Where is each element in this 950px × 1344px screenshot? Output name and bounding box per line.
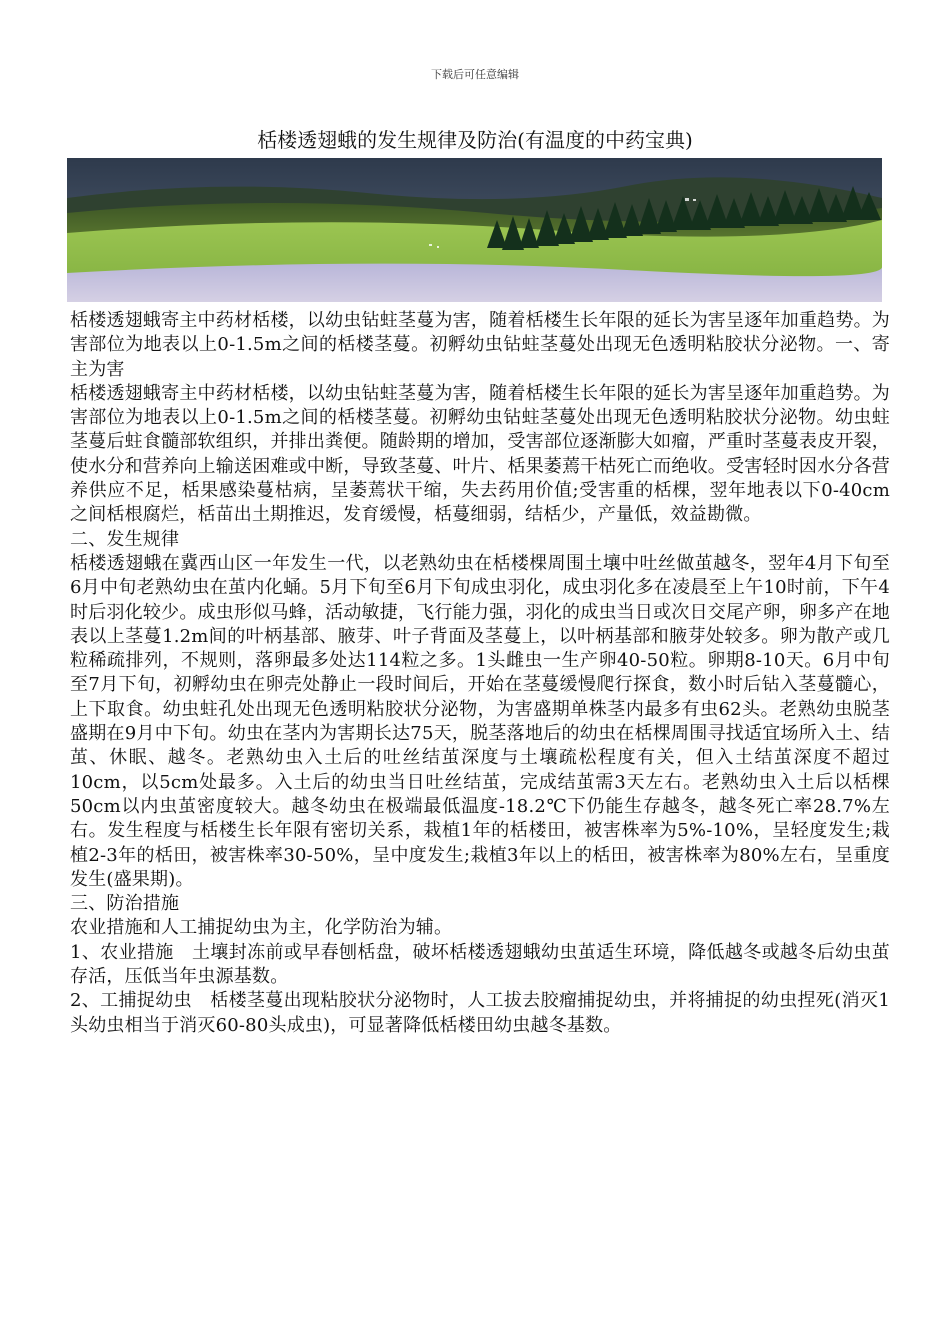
paragraph: 栝楼透翅蛾寄主中药材栝楼，以幼虫钻蛀茎蔓为害，随着栝楼生长年限的延长为害呈逐年加重趋势。为害部位为地表以上0-1.5m之间的栝楼茎蔓。初孵幼虫钻蛀茎蔓处出现无色透明粘胶状分泌物。一、寄主为害 [70, 310, 890, 380]
paragraph: 农业措施和人工捕捉幼虫为主，化学防治为辅。 [70, 917, 453, 939]
banner-image [67, 158, 882, 302]
section-heading: 二、发生规律 [70, 528, 180, 550]
paragraph: 栝楼透翅蛾寄主中药材栝楼，以幼虫钻蛀茎蔓为害，随着栝楼生长年限的延长为害呈逐年加重趋势。为害部位为地表以上0-1.5m之间的栝楼茎蔓。初孵幼虫钻蛀茎蔓处出现无色透明粘胶状分泌物。幼虫蛀茎蔓后蛀食髓部软组织，并排出粪便。随龄期的增加，受害部位逐渐膨大如瘤，严重时茎蔓表皮开裂，使水分和营养向上输送困难或中断，导致茎蔓、叶片、栝果萎蔫干枯死亡而绝收。受害轻时因水分各营养供应不足，栝果感染蔓枯病，呈萎蔫状干缩，失去药用价值;受害重的栝棵，翌年地表以下0-40cm之间栝根腐烂，栝苗出土期推迟，发育缓慢，栝蔓细弱，结栝少，产量低，效益勘微。 [70, 382, 890, 526]
paragraph: 1、农业措施 土壤封冻前或早春刨栝盘，破坏栝楼透翅蛾幼虫茧适生环境，降低越冬或越冬后幼虫茧存活，压低当年虫源基数。 [70, 941, 890, 988]
document-body [70, 309, 890, 1038]
section-heading: 三、防治措施 [70, 893, 180, 915]
paragraph: 2、工捕捉幼虫 栝楼茎蔓出现粘胶状分泌物时，人工拔去胶瘤捕捉幼虫，并将捕捉的幼虫捏死(消灭1头幼虫相当于消灭60-80头成虫)，可显著降低栝楼田幼虫越冬基数。 [70, 990, 890, 1036]
document-title: 栝楼透翅蛾的发生规律及防治(有温度的中药宝典) [257, 128, 693, 152]
landscape-photo-icon [67, 158, 882, 302]
paragraph: 栝楼透翅蛾在冀西山区一年发生一代，以老熟幼虫在栝楼棵周围土壤中吐丝做茧越冬，翌年4月下旬至6月中旬老熟幼虫在茧内化蛹。5月下旬至6月下旬成虫羽化，成虫羽化多在凌晨至上午10时前，下午4时后羽化较少。成虫形似马蜂，活动敏捷，飞行能力强，羽化的成虫当日或次日交尾产卵，卵多产在地表以上茎蔓1.2m间的叶柄基部、腋芽、叶子背面及茎蔓上，以叶柄基部和腋芽处较多。卵为散产或几粒稀疏排列，不规则，落卵最多处达114粒之多。1头雌虫一生产卵40-50粒。卵期8-10天。6月中旬至7月下旬，初孵幼虫在卵壳处静止一段时间后，开始在茎蔓缓慢爬行探食，数小时后钻入茎蔓髓心，上下取食。幼虫蛀孔处出现无色透明粘胶状分泌物，为害盛期单株茎内最多有虫62头。老熟幼虫脱茎盛期在9月中下旬。幼虫在茎内为害期长达75天，脱茎落地后的幼虫在栝棵周围寻找适宜场所入土、结茧、休眠、越冬。老熟幼虫入土后的吐丝结茧深度与土壤疏松程度有关，但入土结茧深度不超过10cm，以5cm处最多。入土后的幼虫当日吐丝结茧，完成结茧需3天左右。老熟幼虫入土后以栝棵50cm以内虫茧密度较大。越冬幼虫在极端最低温度-18.2℃下仍能生存越冬，越冬死亡率28.7%左右。发生程度与栝楼生长年限有密切关系，栽植1年的栝楼田，被害株率为5%-10%，呈轻度发生;栽植2-3年的栝田，被害株率30-50%，呈中度发生;栽植3年以上的栝田，被害株率为80%左右，呈重度发生(盛果期)。 [70, 552, 890, 890]
header-note: 下载后可任意编辑 [431, 68, 519, 81]
